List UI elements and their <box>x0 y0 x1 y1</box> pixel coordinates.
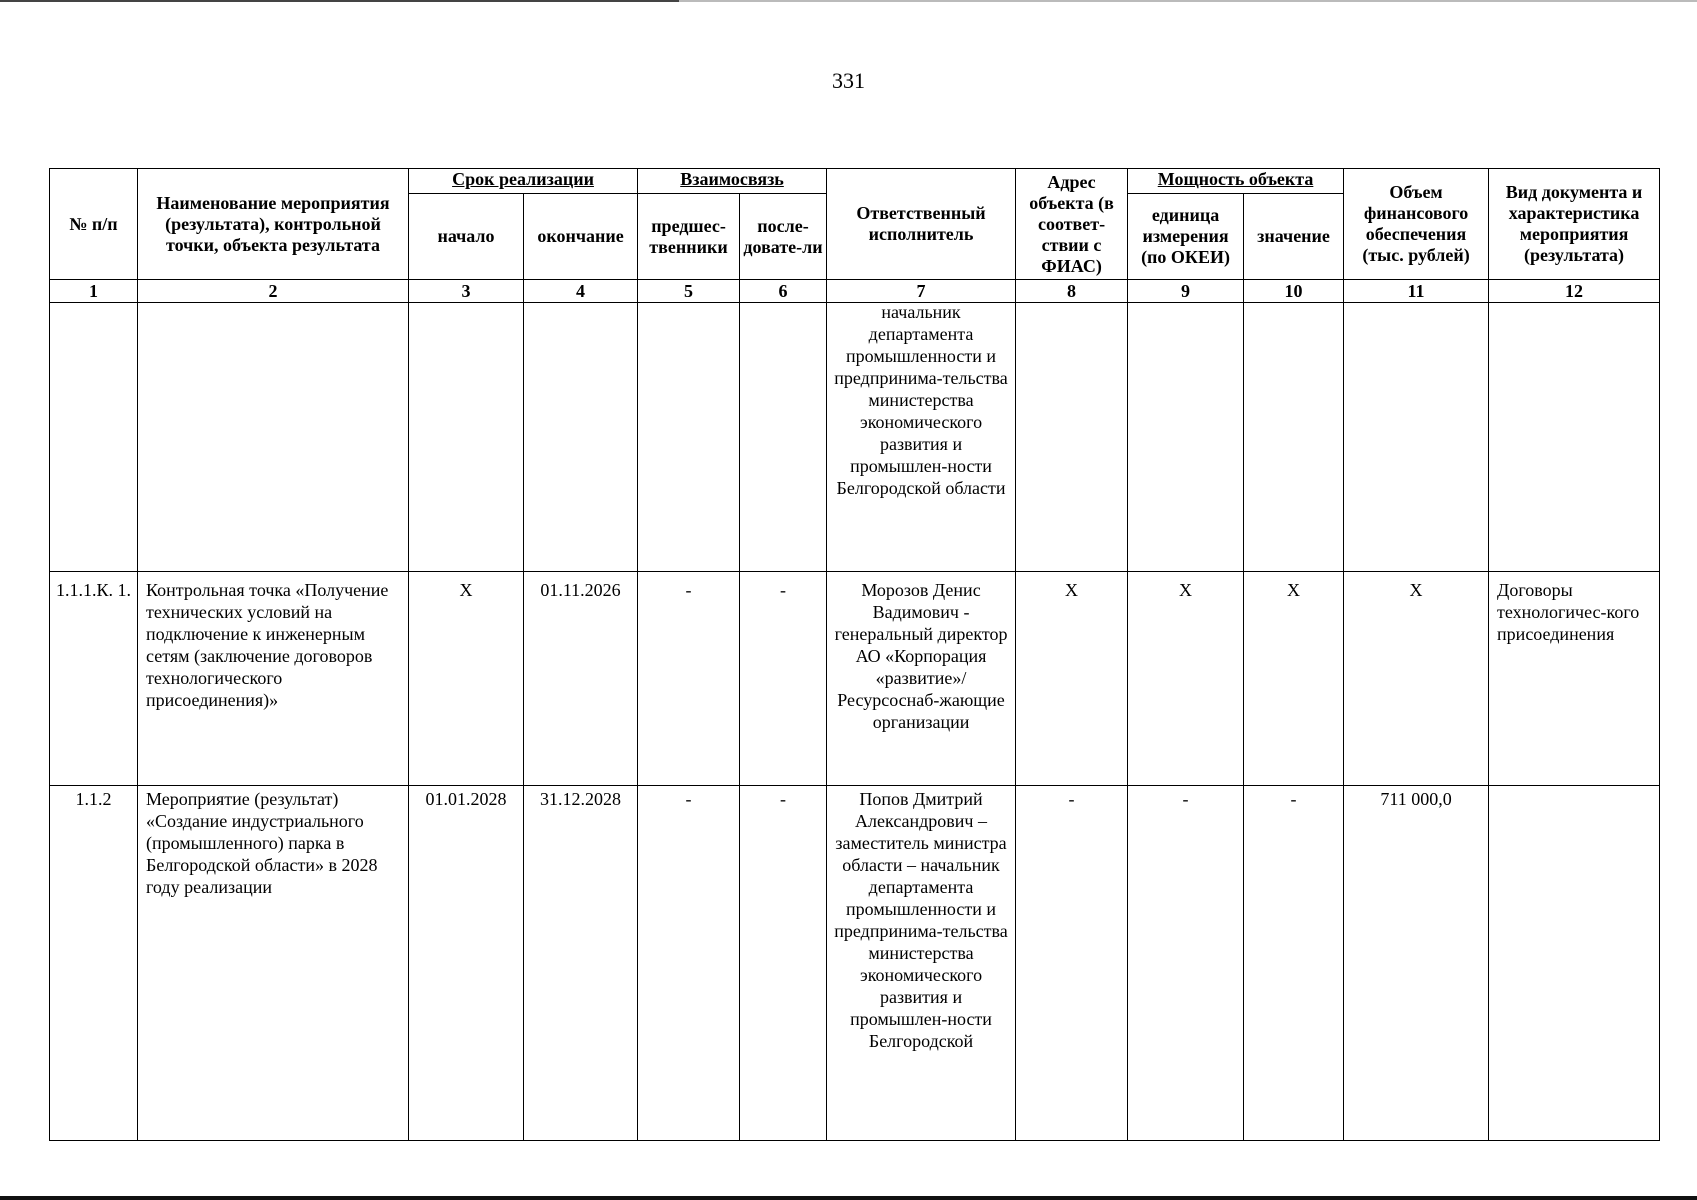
column-number: 6 <box>740 280 827 303</box>
header-predecessors: предшес-твенники <box>638 194 740 280</box>
column-number: 5 <box>638 280 740 303</box>
cell-start <box>409 303 524 572</box>
cell-pred: - <box>638 786 740 1141</box>
cell-value: - <box>1244 786 1344 1141</box>
cell-value <box>1244 303 1344 572</box>
cell-name <box>138 303 409 572</box>
implementation-plan-table <box>49 168 1660 1141</box>
cell-doc <box>1489 786 1660 1141</box>
column-number: 2 <box>138 280 409 303</box>
responsible-text: Попов Дмитрий Александрович – заместитель министра области – начальник департамента промышленности и предпринима-тельства министерства экономического развития и промышлен-ности Белгородской <box>834 789 1008 1051</box>
cell-num: 1.1.1.К. 1. <box>50 572 138 786</box>
cell-start: 01.01.2028 <box>409 786 524 1141</box>
cell-succ: - <box>740 786 827 1141</box>
cell-succ: - <box>740 572 827 786</box>
cell-succ <box>740 303 827 572</box>
cell-responsible <box>827 303 1016 572</box>
cell-doc: Договоры технологичес-кого присоединения <box>1489 572 1660 786</box>
table-header <box>50 169 1660 303</box>
cell-volume <box>1344 303 1489 572</box>
header-responsible: Ответственный исполнитель <box>827 169 1016 280</box>
header-group-power-label: Мощность объекта <box>1157 169 1314 189</box>
header-group-link-label: Взаимосвязь <box>680 169 784 189</box>
header-address: Адрес объекта (в соответ-ствии с ФИАС) <box>1016 169 1128 280</box>
cell-address: X <box>1016 572 1128 786</box>
cell-end: 01.11.2026 <box>524 572 638 786</box>
cell-volume: X <box>1344 572 1489 786</box>
table-row <box>50 572 1660 786</box>
column-number: 7 <box>827 280 1016 303</box>
cell-end: 31.12.2028 <box>524 786 638 1141</box>
header-end: окончание <box>524 194 638 280</box>
table-row <box>50 786 1660 1141</box>
column-number: 10 <box>1244 280 1344 303</box>
responsible-text: начальник департамента промышленности и предпринима-тельства министерства экономического развития и промышлен-ности Белгородской области <box>834 302 1008 498</box>
cell-volume: 711 000,0 <box>1344 786 1489 1141</box>
cell-unit: X <box>1128 572 1244 786</box>
column-numbers-row <box>50 280 1660 303</box>
column-number: 9 <box>1128 280 1244 303</box>
cell-responsible <box>827 786 1016 1141</box>
column-number: 3 <box>409 280 524 303</box>
cell-doc <box>1489 303 1660 572</box>
header-value: значение <box>1244 194 1344 280</box>
header-group-power <box>1128 169 1344 194</box>
cell-responsible: Морозов Денис Вадимович - генеральный директор АО «Корпорация «развитие»/ Ресурсоснаб-жающие организации <box>827 572 1016 786</box>
cell-unit <box>1128 303 1244 572</box>
cell-start: X <box>409 572 524 786</box>
header-unit: единица измерения (по ОКЕИ) <box>1128 194 1244 280</box>
cell-name: Контрольная точка «Получение технических условий на подключение к инженерным сетям (заключение договоров технологического присоединения)» <box>138 572 409 786</box>
table-row <box>50 303 1660 572</box>
header-successors: после-довате-ли <box>740 194 827 280</box>
column-number: 8 <box>1016 280 1128 303</box>
cell-value: X <box>1244 572 1344 786</box>
header-group-term <box>409 169 638 194</box>
bottom-scan-edge <box>0 1196 1697 1200</box>
page-number: 331 <box>832 68 865 93</box>
column-number: 1 <box>50 280 138 303</box>
header-group-term-label: Срок реализации <box>452 169 594 189</box>
cell-pred: - <box>638 572 740 786</box>
cell-address: - <box>1016 786 1128 1141</box>
cell-num: 1.1.2 <box>50 786 138 1141</box>
cell-end <box>524 303 638 572</box>
column-number: 11 <box>1344 280 1489 303</box>
cell-num <box>50 303 138 572</box>
column-number: 4 <box>524 280 638 303</box>
header-start: начало <box>409 194 524 280</box>
header-name: Наименование мероприятия (результата), контрольной точки, объекта результата <box>138 169 409 280</box>
header-volume: Объем финансового обеспечения (тыс. рублей) <box>1344 169 1489 280</box>
cell-unit: - <box>1128 786 1244 1141</box>
column-number: 12 <box>1489 280 1660 303</box>
header-num: № п/п <box>50 169 138 280</box>
header-doc: Вид документа и характеристика мероприятия (результата) <box>1489 169 1660 280</box>
cell-name: Мероприятие (результат) «Создание индустриального (промышленного) парка в Белгородской области» в 2028 году реализации <box>138 786 409 1141</box>
table-body <box>50 303 1660 1141</box>
cell-pred <box>638 303 740 572</box>
cell-address <box>1016 303 1128 572</box>
header-group-link <box>638 169 827 194</box>
top-scan-edge <box>0 0 1697 2</box>
